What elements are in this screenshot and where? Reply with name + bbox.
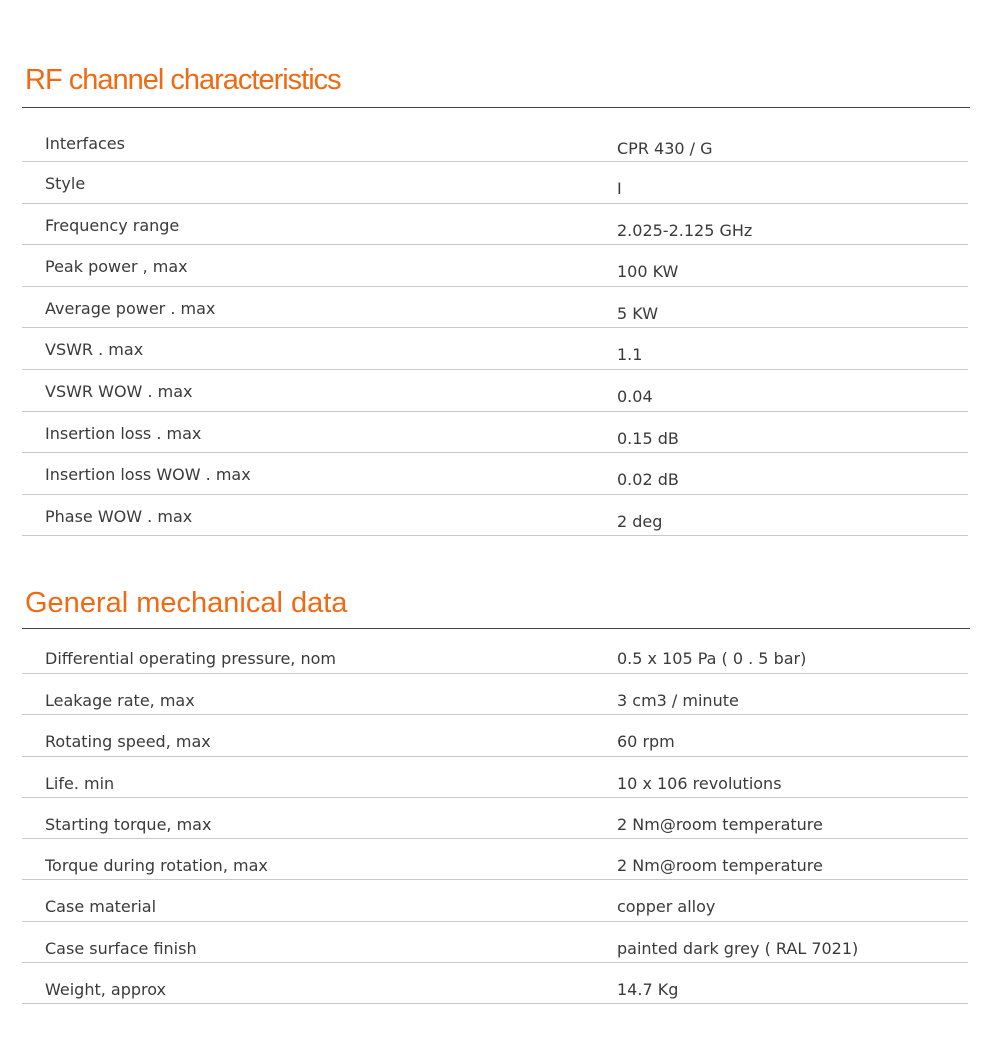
table-row bbox=[22, 370, 968, 412]
spec-label: Average power . max bbox=[45, 298, 216, 318]
table-row bbox=[22, 204, 968, 246]
table-row bbox=[22, 453, 968, 495]
spec-label: Interfaces bbox=[45, 134, 125, 153]
table-row bbox=[22, 963, 968, 1004]
spec-value: 5 KW bbox=[617, 303, 659, 323]
spec-value: 100 KW bbox=[617, 262, 679, 282]
table-row bbox=[22, 922, 968, 963]
spec-label: VSWR . max bbox=[45, 340, 144, 360]
spec-value: copper alloy bbox=[617, 897, 716, 917]
spec-value: 2.025-2.125 GHz bbox=[617, 220, 753, 240]
table-row bbox=[22, 245, 968, 287]
spec-label: Peak power , max bbox=[45, 257, 188, 277]
table-row bbox=[22, 162, 968, 204]
spec-label: Life. min bbox=[45, 773, 115, 793]
table-row bbox=[22, 108, 968, 162]
spec-value: 10 x 106 revolutions bbox=[617, 773, 782, 793]
spec-value: CPR 430 / G bbox=[617, 139, 713, 158]
spec-value: I bbox=[617, 179, 622, 198]
spec-value: 14.7 Kg bbox=[617, 980, 679, 1000]
spec-label: Starting torque, max bbox=[45, 814, 212, 834]
mech-section-title: General mechanical data bbox=[25, 587, 348, 619]
spec-value: 2 deg bbox=[617, 511, 663, 531]
spec-label: Differential operating pressure, nom bbox=[45, 649, 336, 668]
rf-section-title: RF channel characteristics bbox=[25, 64, 341, 96]
spec-label: Case material bbox=[45, 897, 157, 917]
spec-label: Phase WOW . max bbox=[45, 506, 193, 526]
spec-label: Insertion loss WOW . max bbox=[45, 465, 251, 485]
spec-value: 3 cm3 / minute bbox=[617, 691, 739, 710]
spec-label: Style bbox=[45, 174, 86, 193]
spec-label: Insertion loss . max bbox=[45, 423, 202, 443]
table-row bbox=[22, 495, 968, 537]
rf-spec-table bbox=[22, 108, 968, 536]
table-row bbox=[22, 287, 968, 329]
spec-label: Case surface finish bbox=[45, 938, 197, 958]
spec-label: Leakage rate, max bbox=[45, 691, 195, 710]
spec-label: Frequency range bbox=[45, 215, 180, 235]
spec-value: 1.1 bbox=[617, 345, 643, 365]
table-row bbox=[22, 839, 968, 880]
spec-label: Torque during rotation, max bbox=[45, 856, 268, 876]
spec-value: 2 Nm@room temperature bbox=[617, 856, 823, 876]
spec-label: Weight, approx bbox=[45, 980, 167, 1000]
table-row bbox=[22, 629, 968, 674]
spec-value: 0.5 x 105 Pa ( 0 . 5 bar) bbox=[617, 649, 807, 668]
table-row bbox=[22, 674, 968, 715]
spec-value: 2 Nm@room temperature bbox=[617, 814, 823, 834]
spec-value: 0.15 dB bbox=[617, 428, 679, 448]
spec-label: Rotating speed, max bbox=[45, 732, 211, 752]
table-row bbox=[22, 798, 968, 839]
spec-value: 0.04 bbox=[617, 386, 653, 406]
spec-label: VSWR WOW . max bbox=[45, 381, 193, 401]
table-row bbox=[22, 328, 968, 370]
spec-value: 60 rpm bbox=[617, 732, 675, 752]
table-row bbox=[22, 715, 968, 756]
table-row bbox=[22, 757, 968, 798]
spec-value: 0.02 dB bbox=[617, 470, 679, 490]
table-row bbox=[22, 880, 968, 921]
mech-spec-table bbox=[22, 629, 968, 1004]
spec-value: painted dark grey ( RAL 7021) bbox=[617, 938, 859, 958]
table-row bbox=[22, 412, 968, 454]
